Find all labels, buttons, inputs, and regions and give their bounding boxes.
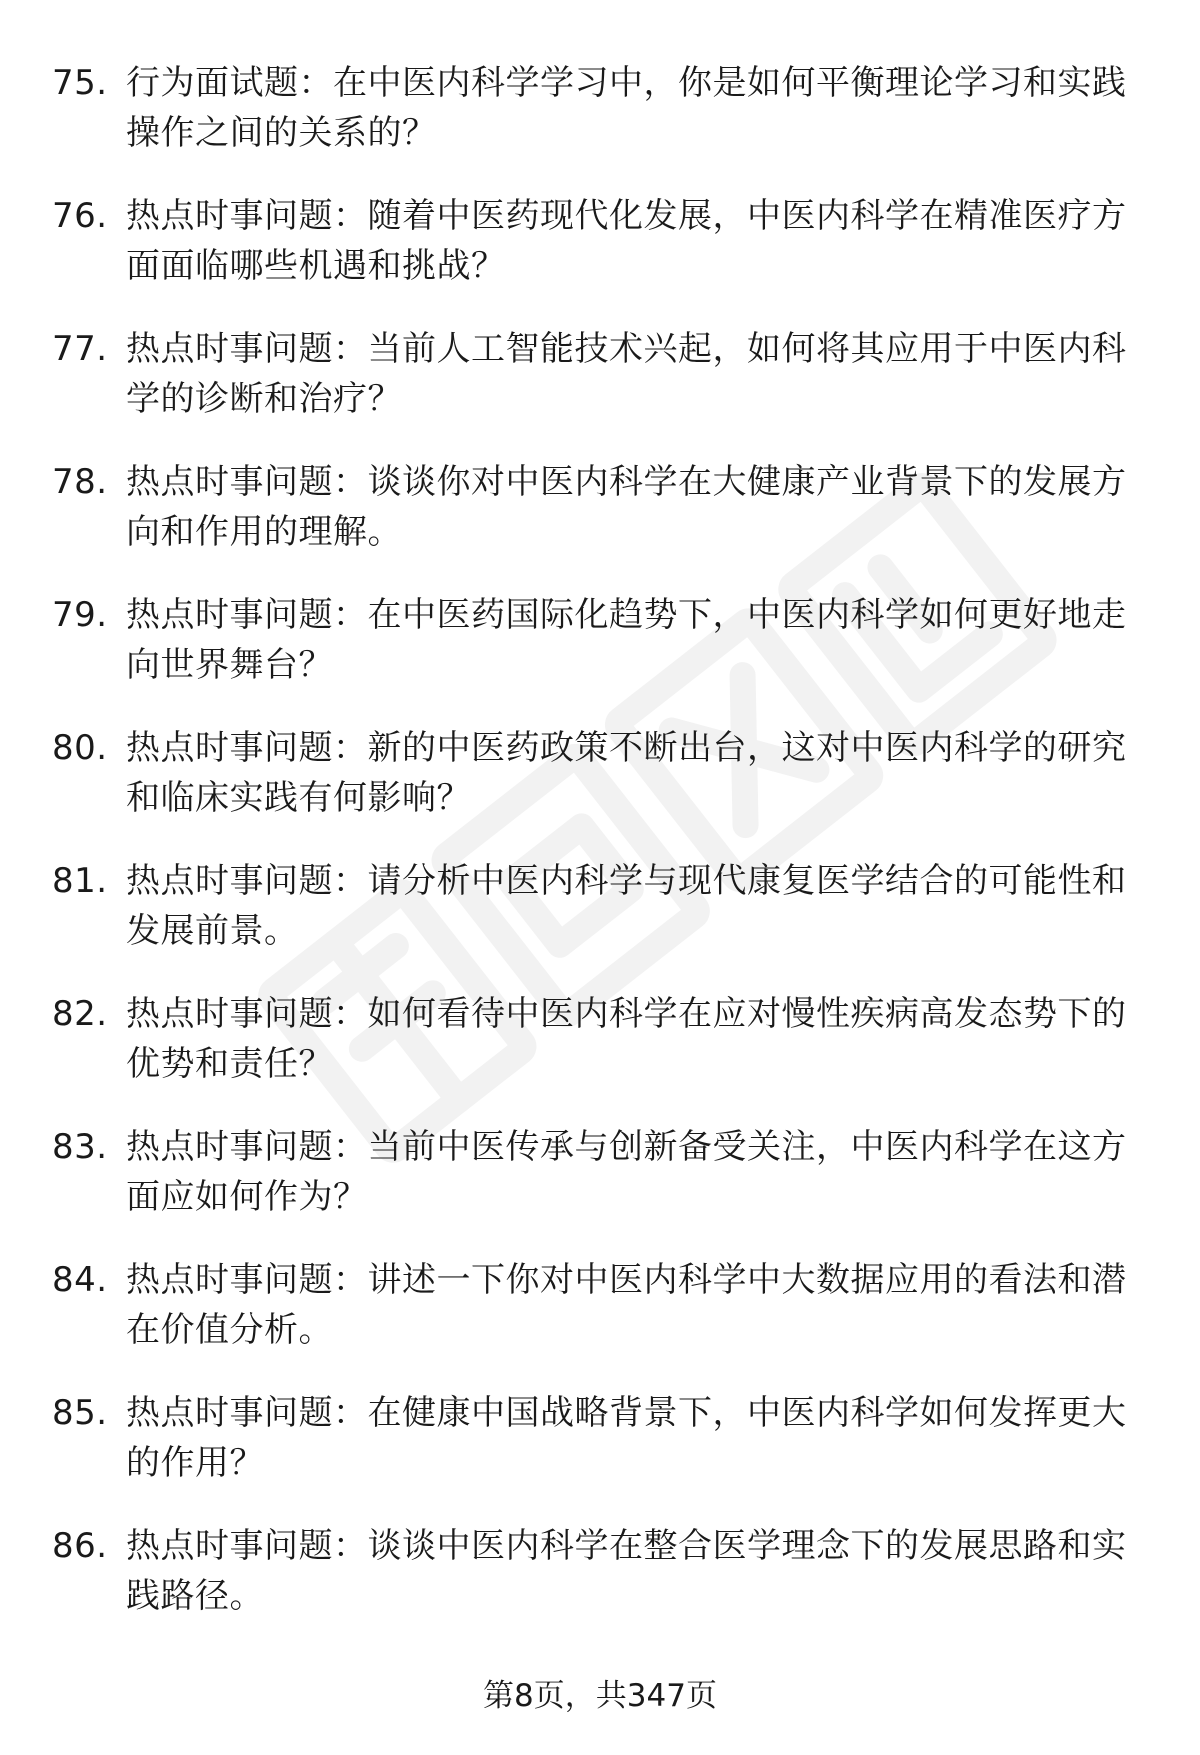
- page-footer: [0, 1676, 1200, 1716]
- item-text: 热点时事问题：随着中医药现代化发展，中医内科学在精准医疗方面面临哪些机遇和挑战？: [126, 196, 1127, 286]
- item-text: 热点时事问题：新的中医药政策不断出台，这对中医内科学的研究和临床实践有何影响？: [126, 728, 1127, 818]
- list-item: [52, 324, 1152, 424]
- list-item: [52, 191, 1152, 291]
- item-number: 84.: [52, 1260, 108, 1300]
- item-number: 76.: [52, 196, 108, 236]
- item-text: 热点时事问题：当前人工智能技术兴起，如何将其应用于中医内科学的诊断和治疗？: [126, 329, 1127, 419]
- item-text: 热点时事问题：谈谈中医内科学在整合医学理念下的发展思路和实践路径。: [126, 1526, 1127, 1616]
- item-text: 热点时事问题：如何看待中医内科学在应对慢性疾病高发态势下的优势和责任？: [126, 994, 1127, 1084]
- list-item: [52, 590, 1152, 690]
- item-text: 热点时事问题：请分析中医内科学与现代康复医学结合的可能性和发展前景。: [126, 861, 1127, 951]
- list-item: [52, 1521, 1152, 1621]
- item-text: 热点时事问题：在健康中国战略背景下，中医内科学如何发挥更大的作用？: [126, 1393, 1127, 1483]
- list-item: [52, 856, 1152, 956]
- item-number: 83.: [52, 1127, 108, 1167]
- item-number: 75.: [52, 63, 108, 103]
- list-item: [52, 1122, 1152, 1222]
- question-list: [52, 58, 1152, 1654]
- item-text: 热点时事问题：谈谈你对中医内科学在大健康产业背景下的发展方向和作用的理解。: [126, 462, 1127, 552]
- item-text: 热点时事问题：在中医药国际化趋势下，中医内科学如何更好地走向世界舞台？: [126, 595, 1127, 685]
- item-number: 82.: [52, 994, 108, 1034]
- list-item: [52, 1388, 1152, 1488]
- list-item: [52, 58, 1152, 158]
- list-item: [52, 457, 1152, 557]
- item-number: 79.: [52, 595, 108, 635]
- page-number-label: 第8页，共347页: [483, 1678, 717, 1714]
- list-item: [52, 723, 1152, 823]
- list-item: [52, 989, 1152, 1089]
- item-number: 81.: [52, 861, 108, 901]
- item-number: 77.: [52, 329, 108, 369]
- item-text: 热点时事问题：讲述一下你对中医内科学中大数据应用的看法和潜在价值分析。: [126, 1260, 1127, 1350]
- list-item: [52, 1255, 1152, 1355]
- item-text: 行为面试题：在中医内科学学习中，你是如何平衡理论学习和实践操作之间的关系的？: [126, 63, 1127, 153]
- item-number: 80.: [52, 728, 108, 768]
- item-number: 85.: [52, 1393, 108, 1433]
- item-text: 热点时事问题：当前中医传承与创新备受关注，中医内科学在这方面应如何作为？: [126, 1127, 1127, 1217]
- item-number: 78.: [52, 462, 108, 502]
- item-number: 86.: [52, 1526, 108, 1566]
